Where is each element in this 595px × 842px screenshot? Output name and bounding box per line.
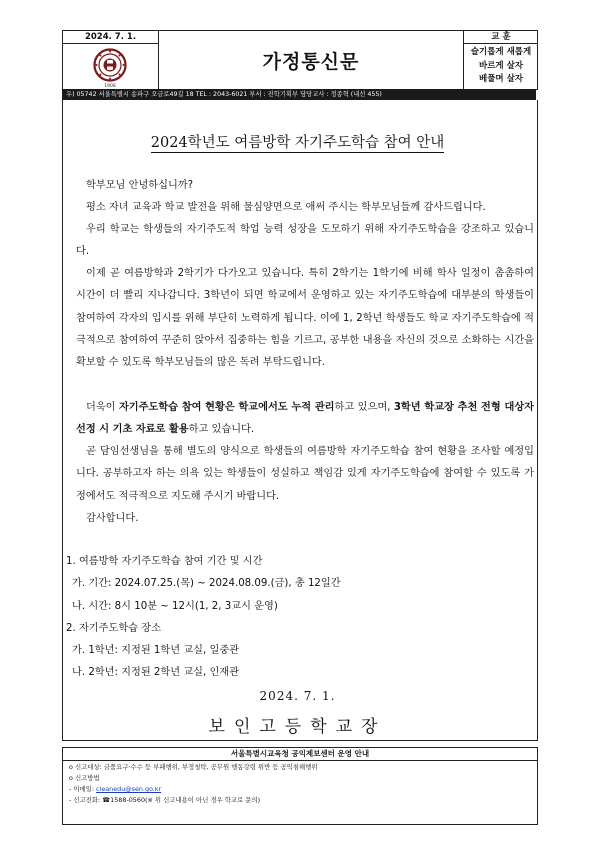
newsletter-header xyxy=(62,30,538,90)
notice-report-targets: o 신고대상: 금품요구·수수 등 부패행위, 부정청탁, 공무원 행동강령 위반 등 공익침해행위 xyxy=(69,763,318,771)
paragraph-record-management: 더욱이 자기주도학습 참여 현황은 학교에서도 누적 관리하고 있으며, 3학년 학교장 추천 전형 대상자 선정 시 기초 자료로 활용하고 있습니다. xyxy=(76,402,535,436)
svg-text:1908: 1908 xyxy=(104,84,116,89)
signature-principal: 보인고등학교장 xyxy=(208,717,387,737)
period-dates: 가. 기간: 2024.07.25.(목) ~ 2024.08.09.(금), 총 12일간 xyxy=(72,578,341,589)
notice-report-method: o 신고방법 xyxy=(69,774,100,782)
motto-line: 슬기롭게 새롭게 xyxy=(470,47,532,57)
school-emblem-icon xyxy=(63,44,158,89)
paragraph-school-focus: 우리 학교는 학생들의 자기주도적 학업 능력 성장을 도모하기 위해 자기주도학습을 강조하고 있습니다. xyxy=(76,224,534,258)
section-period-heading: 1. 여름방학 자기주도학습 참여 기간 및 시간 xyxy=(66,556,263,567)
paragraph-survey-notice: 곧 담임선생님을 통해 별도의 양식으로 학생들의 여름방학 자기주도학습 참여 현황을 조사할 예정입니다. 공부하고자 하는 의욕 있는 학생들이 성실하고 책임감 있게 자기주도학습에 참여할 수 있도록 가정에서도 적극적으로 지도해 주시기 바랍니다. xyxy=(76,446,534,502)
address-bar xyxy=(62,89,536,100)
paragraph-vacation-notice: 이제 곧 여름방학과 2학기가 다가오고 있습니다. 특히 2학기는 1학기에 비해 학사 일정이 촘촘하여 시간이 더 빨리 지나갑니다. 3학년이 되면 학교에서 운영하고 있는 자기주도학습에 대부분의 학생들이 참여하여 각자의 입시를 위해 부단히 노력하게 됩니다. 이에 1, 2학년 학생들도 학교 자기주도학습에 적극적으로 참여하여 꾸준히 앉아서 집중하는 힘을 기르고, 공부한 내용을 자신의 것으로 소화하는 시간을 확보할 수 있도록 학부모님들의 많은 독려 부탁드립니다. xyxy=(76,268,534,369)
section-location-heading: 2. 자기주도학습 장소 xyxy=(66,623,161,634)
address-text: 우) 05742 서울특별시 송파구 오금로49길 18 TEL : 2043-6021 부서 : 진학기획부 담당교사 : 정종혁 (내선 455) xyxy=(66,91,382,98)
notice-title: 서울특별시교육청 공익제보센터 운영 안내 xyxy=(63,748,537,761)
closing-thanks: 감사합니다. xyxy=(86,513,139,524)
notice-email-line: - 이메일: cleanedu@sen.go.kr xyxy=(69,785,162,793)
motto-heading: 교 훈 xyxy=(463,31,538,44)
school-seal xyxy=(63,44,159,89)
greeting: 학부모님 안녕하십니까? xyxy=(86,180,194,191)
emphasis-recommendation: 3학년 학교장 추천 전형 대상자 선정 시 기초 자료로 활용 xyxy=(76,402,535,436)
motto-line: 바르게 살자 xyxy=(478,60,523,71)
whistleblower-notice xyxy=(62,747,538,825)
emphasis-record: 자기주도학습 참여 현황은 학교에서도 누적 관리 xyxy=(118,402,335,413)
location-grade-2: 나. 2학년: 지정된 2학년 교실, 인재관 xyxy=(72,667,239,678)
newsletter-title: 가정통신문 xyxy=(262,50,360,73)
notice-phone-line: - 신고전화: ☎1588-0560(※ 위 신고내용이 아닌 경우 학교로 문의) xyxy=(69,796,261,804)
motto-line: 베풀며 살자 xyxy=(478,74,523,84)
issue-date: 2024. 7. 1. xyxy=(63,31,159,44)
period-times: 나. 시간: 8시 10분 ~ 12시(1, 2, 3교시 운영) xyxy=(72,601,278,612)
signature-date: 2024. 7. 1. xyxy=(259,689,336,703)
school-motto xyxy=(463,44,538,89)
document-title: 2024학년도 여름방학 자기주도학습 참여 안내 xyxy=(150,135,445,151)
location-grade-1: 가. 1학년: 지정된 1학년 교실, 일중관 xyxy=(72,645,239,656)
paragraph-thanks-parents: 평소 자녀 교육과 학교 발전을 위해 물심양면으로 애써 주시는 학부모님들께 감사드립니다. xyxy=(86,202,486,213)
email-link[interactable]: cleanedu@sen.go.kr xyxy=(96,785,162,793)
